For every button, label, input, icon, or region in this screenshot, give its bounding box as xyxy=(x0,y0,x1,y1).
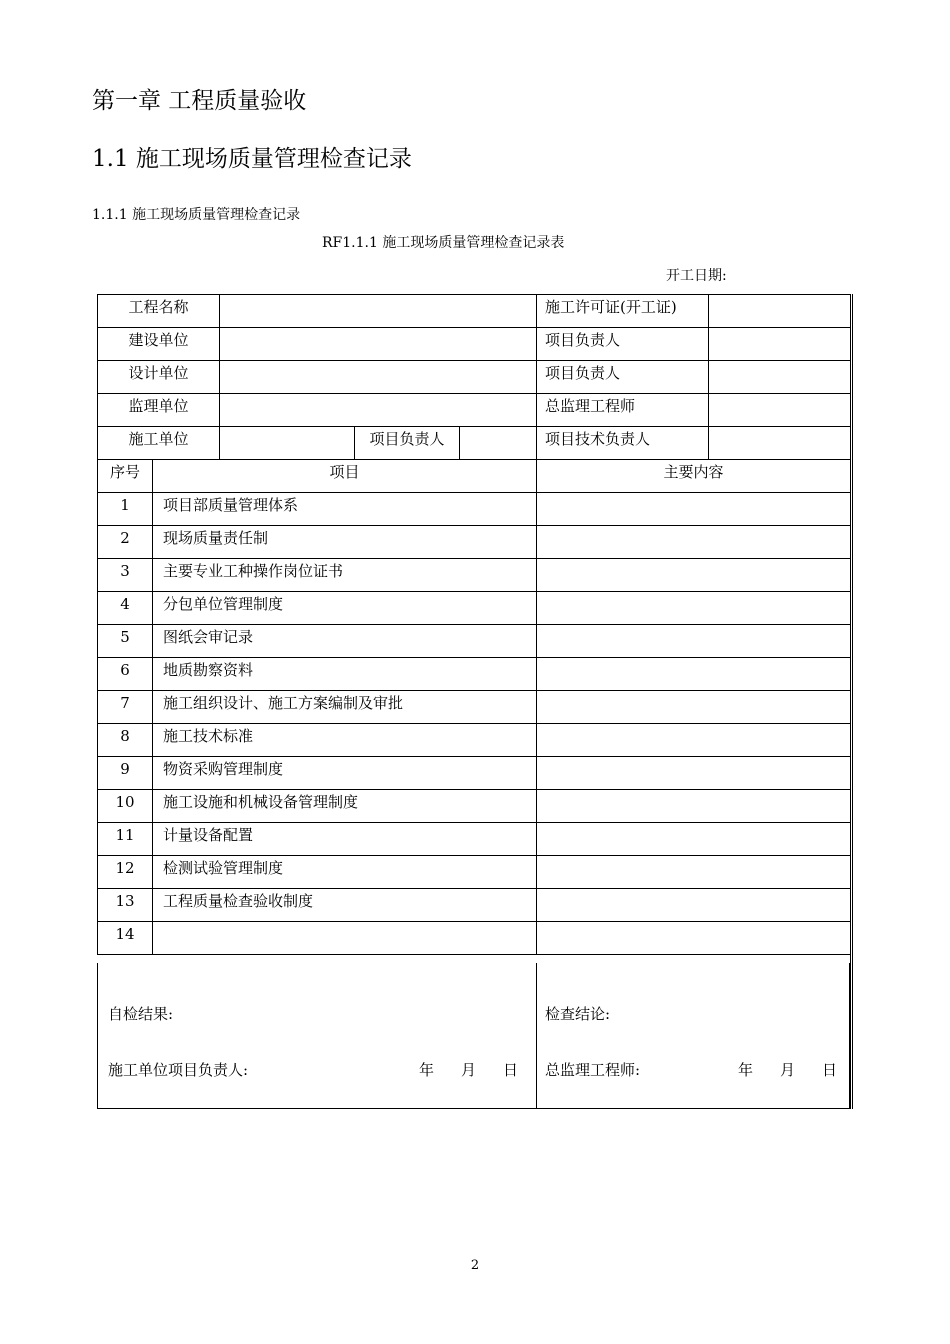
item-index: 10 xyxy=(98,790,153,823)
item-content[interactable] xyxy=(537,790,851,823)
table-row xyxy=(98,889,851,922)
signature-area xyxy=(97,963,850,1109)
supervisor-label: 监理单位 xyxy=(98,394,220,427)
column-header-row xyxy=(98,460,851,493)
inspection-form xyxy=(97,294,853,1109)
contractor-sign-year: 年 xyxy=(419,1061,435,1079)
item-name: 地质勘察资料 xyxy=(153,658,537,691)
chapter-title: 第一章 工程质量验收 xyxy=(92,88,307,114)
table-row xyxy=(98,823,851,856)
signature-divider xyxy=(536,963,537,1108)
item-content[interactable] xyxy=(537,559,851,592)
chief-supervisor-value[interactable] xyxy=(709,394,851,427)
contractor-lead-value[interactable] xyxy=(460,427,537,460)
item-name: 计量设备配置 xyxy=(153,823,537,856)
item-index: 6 xyxy=(98,658,153,691)
builder-value[interactable] xyxy=(220,328,537,361)
permit-label: 施工许可证(开工证) xyxy=(537,295,709,328)
item-name: 现场质量责任制 xyxy=(153,526,537,559)
item-index: 2 xyxy=(98,526,153,559)
item-index: 13 xyxy=(98,889,153,922)
item-content[interactable] xyxy=(537,823,851,856)
item-name: 施工技术标准 xyxy=(153,724,537,757)
table-row xyxy=(98,625,851,658)
contractor-lead-label: 项目负责人 xyxy=(355,427,460,460)
item-content[interactable] xyxy=(537,493,851,526)
designer-lead-label: 项目负责人 xyxy=(537,361,709,394)
item-content[interactable] xyxy=(537,658,851,691)
item-index: 12 xyxy=(98,856,153,889)
item-index: 3 xyxy=(98,559,153,592)
item-name: 分包单位管理制度 xyxy=(153,592,537,625)
designer-label: 设计单位 xyxy=(98,361,220,394)
item-name: 图纸会审记录 xyxy=(153,625,537,658)
table-row xyxy=(98,592,851,625)
item-index: 11 xyxy=(98,823,153,856)
builder-lead-value[interactable] xyxy=(709,328,851,361)
item-content[interactable] xyxy=(537,526,851,559)
item-header: 项目 xyxy=(153,460,537,493)
chief-sign-year: 年 xyxy=(738,1061,754,1079)
items-body xyxy=(98,493,851,955)
chief-sign-month: 月 xyxy=(780,1061,796,1079)
subsection-title: 1.1.1 施工现场质量管理检查记录 xyxy=(92,207,301,223)
contractor-sign-label: 施工单位项目负责人: xyxy=(108,1061,249,1079)
builder-label: 建设单位 xyxy=(98,328,220,361)
item-name: 检测试验管理制度 xyxy=(153,856,537,889)
header-row-project xyxy=(98,295,851,328)
item-content[interactable] xyxy=(537,592,851,625)
contractor-sign-day: 日 xyxy=(503,1061,519,1079)
item-index: 4 xyxy=(98,592,153,625)
supervisor-value[interactable] xyxy=(220,394,537,427)
item-content[interactable] xyxy=(537,889,851,922)
contractor-label: 施工单位 xyxy=(98,427,220,460)
item-name: 施工设施和机械设备管理制度 xyxy=(153,790,537,823)
chief-supervisor-label: 总监理工程师 xyxy=(537,394,709,427)
item-index: 7 xyxy=(98,691,153,724)
item-name: 施工组织设计、施工方案编制及审批 xyxy=(153,691,537,724)
chief-sign-day: 日 xyxy=(822,1061,838,1079)
item-name: 项目部质量管理体系 xyxy=(153,493,537,526)
item-content[interactable] xyxy=(537,724,851,757)
item-content[interactable] xyxy=(537,691,851,724)
table-row xyxy=(98,922,851,955)
item-name: 物资采购管理制度 xyxy=(153,757,537,790)
table-row xyxy=(98,559,851,592)
chief-sign-label: 总监理工程师: xyxy=(545,1061,641,1079)
table-row xyxy=(98,658,851,691)
table-row xyxy=(98,724,851,757)
item-index: 1 xyxy=(98,493,153,526)
tech-lead-value[interactable] xyxy=(709,427,851,460)
item-content[interactable] xyxy=(537,757,851,790)
item-index: 8 xyxy=(98,724,153,757)
item-content[interactable] xyxy=(537,856,851,889)
header-row-contractor xyxy=(98,427,851,460)
header-row-builder xyxy=(98,328,851,361)
project-name-value[interactable] xyxy=(220,295,537,328)
contractor-value[interactable] xyxy=(220,427,355,460)
table-row xyxy=(98,526,851,559)
header-row-designer xyxy=(98,361,851,394)
header-row-supervisor xyxy=(98,394,851,427)
table-row xyxy=(98,493,851,526)
permit-value[interactable] xyxy=(709,295,851,328)
table-row xyxy=(98,790,851,823)
designer-lead-value[interactable] xyxy=(709,361,851,394)
section-title: 1.1 施工现场质量管理检查记录 xyxy=(92,146,412,172)
content-header: 主要内容 xyxy=(537,460,851,493)
self-check-label: 自检结果: xyxy=(108,1005,174,1023)
item-name xyxy=(153,922,537,955)
table-row xyxy=(98,856,851,889)
inspection-label: 检查结论: xyxy=(545,1005,611,1023)
designer-value[interactable] xyxy=(220,361,537,394)
item-name: 主要专业工种操作岗位证书 xyxy=(153,559,537,592)
item-index: 14 xyxy=(98,922,153,955)
tech-lead-label: 项目技术负责人 xyxy=(537,427,709,460)
item-content[interactable] xyxy=(537,922,851,955)
table-row xyxy=(98,757,851,790)
project-name-label: 工程名称 xyxy=(98,295,220,328)
form-table xyxy=(97,294,851,955)
item-content[interactable] xyxy=(537,625,851,658)
start-date-label: 开工日期: xyxy=(666,268,727,284)
contractor-sign-month: 月 xyxy=(461,1061,477,1079)
index-header: 序号 xyxy=(98,460,153,493)
item-name: 工程质量检查验收制度 xyxy=(153,889,537,922)
table-title: RF1.1.1 施工现场质量管理检查记录表 xyxy=(322,235,565,251)
builder-lead-label: 项目负责人 xyxy=(537,328,709,361)
item-index: 9 xyxy=(98,757,153,790)
table-row xyxy=(98,691,851,724)
item-index: 5 xyxy=(98,625,153,658)
page-number: 2 xyxy=(470,1258,480,1273)
